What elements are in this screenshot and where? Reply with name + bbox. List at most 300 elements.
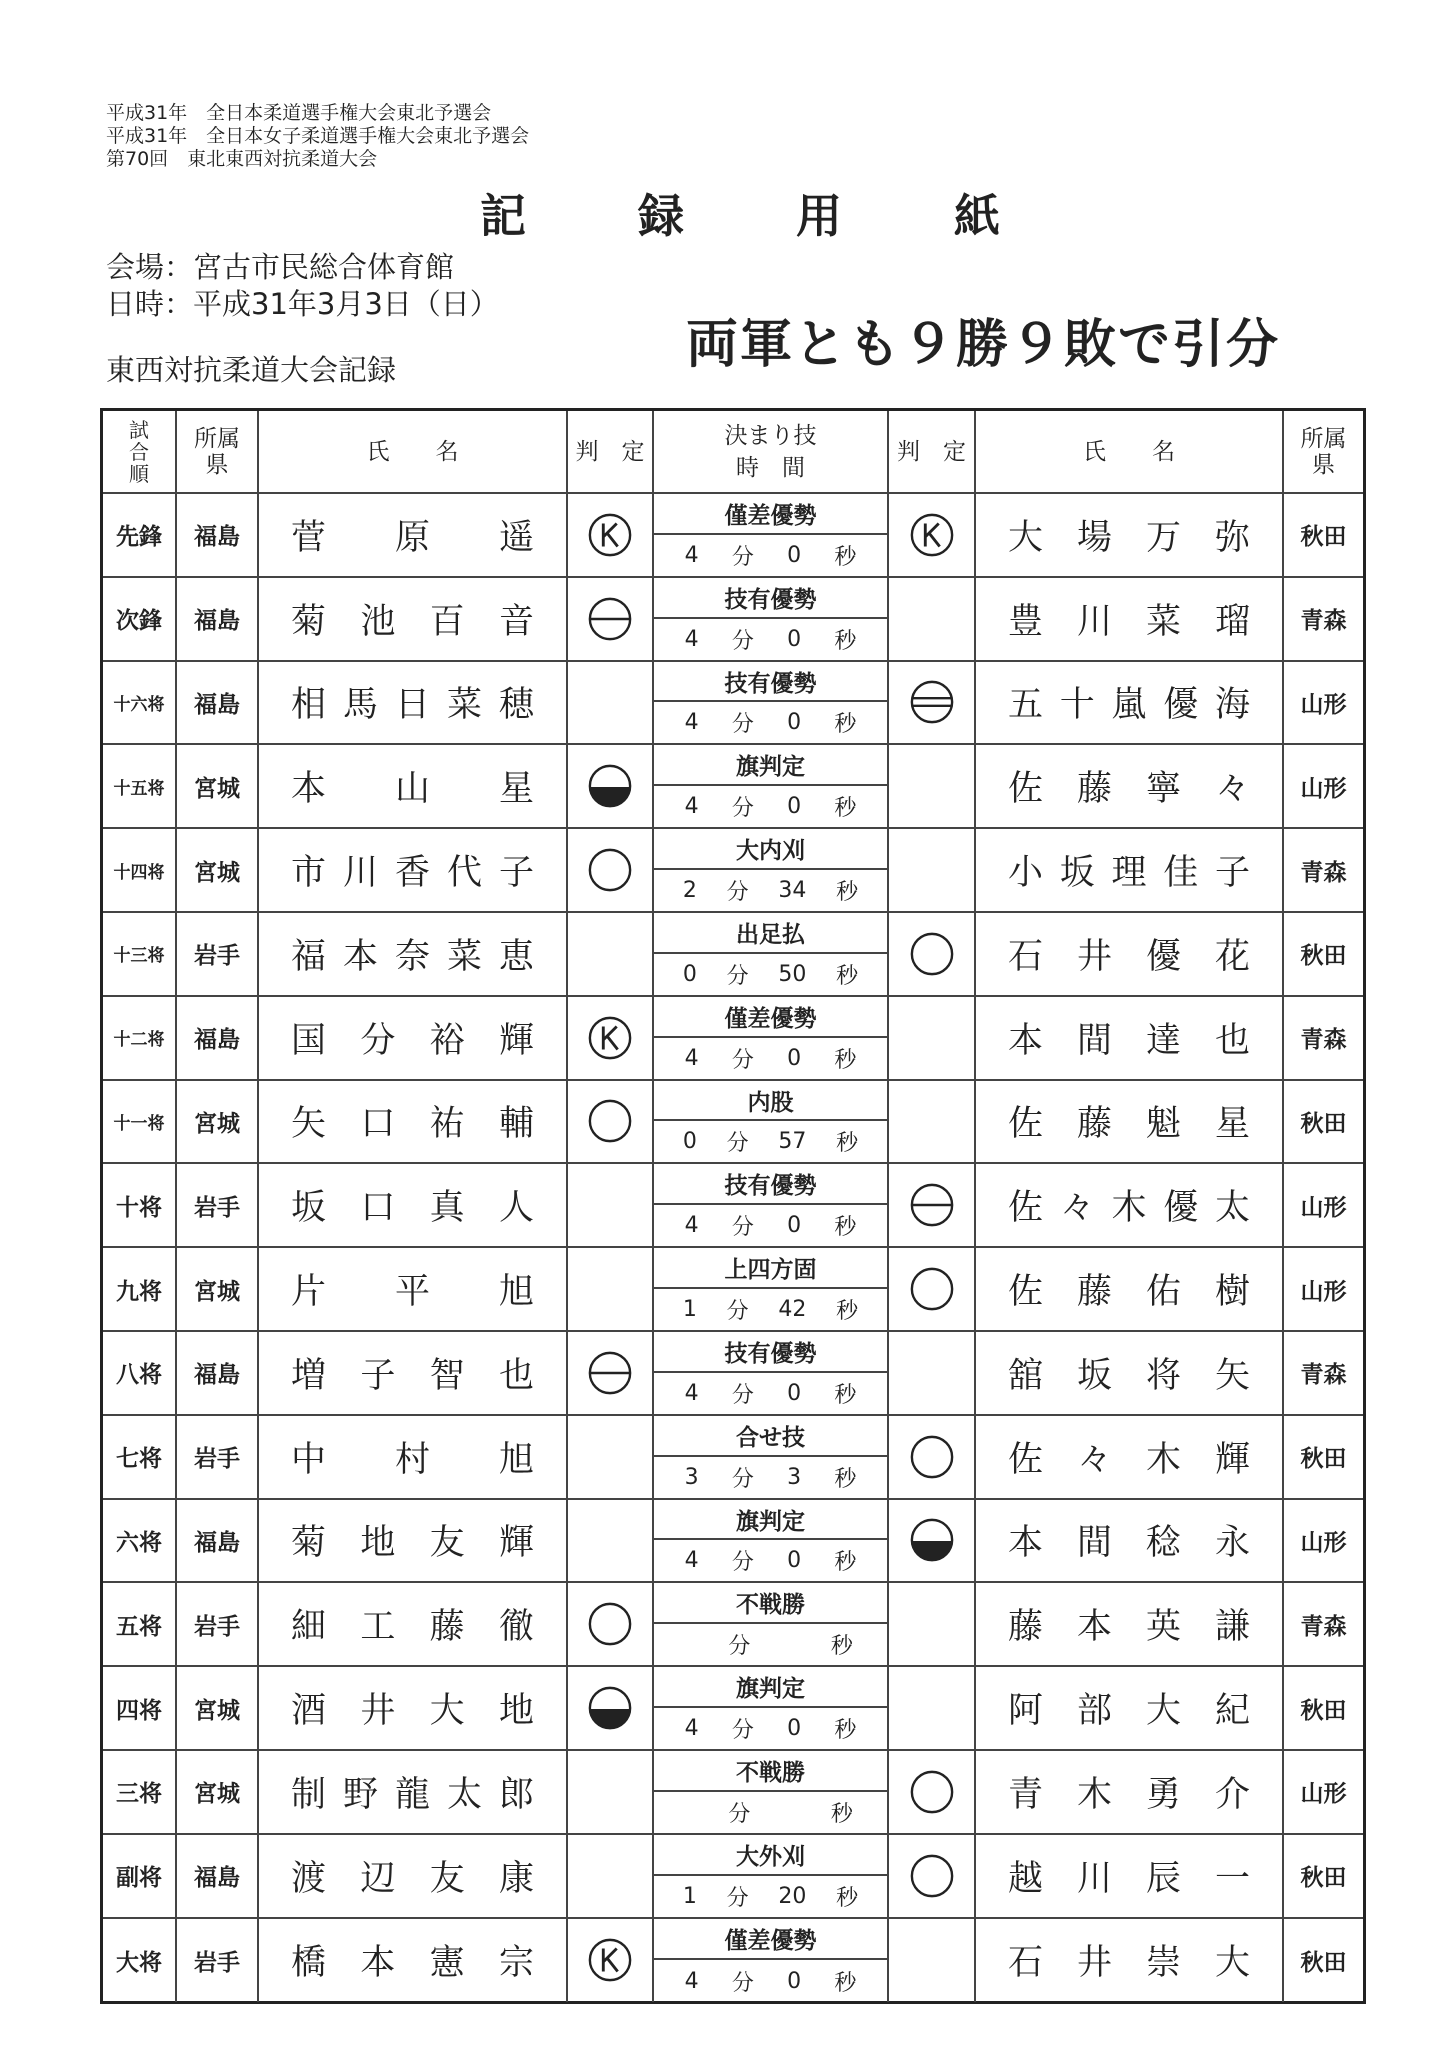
left-prefecture: 福島: [177, 1500, 259, 1582]
left-judgement: [568, 1332, 654, 1414]
name-char: 菊: [291, 601, 327, 642]
name-char: 弥: [1214, 517, 1250, 558]
name-char: 木: [1076, 1774, 1112, 1815]
technique: 合せ技: [654, 1416, 887, 1457]
name-char: 場: [1076, 517, 1112, 558]
seconds-unit: 秒: [834, 712, 857, 738]
name-char: 香: [394, 853, 430, 894]
minutes: 4: [684, 710, 699, 736]
name-char: 々: [1059, 1188, 1095, 1229]
right-prefecture: 山形: [1300, 1278, 1347, 1305]
header-tech-time: [654, 411, 889, 492]
name-char: 大: [1008, 517, 1044, 558]
seconds: 42: [778, 1297, 807, 1323]
name-char: 原: [394, 517, 430, 558]
left-prefecture: 福島: [177, 1332, 259, 1414]
name-char: 平: [394, 1272, 430, 1313]
left-judgement: [568, 997, 654, 1079]
name-char: 海: [1214, 685, 1250, 726]
name-char: 菅: [291, 517, 327, 558]
name-char: 藤: [1008, 1607, 1044, 1648]
seconds-unit: 秒: [834, 1047, 857, 1073]
name-char: 輝: [498, 1020, 534, 1061]
seconds: 0: [787, 794, 802, 820]
left-judgement: [568, 1835, 654, 1917]
minutes: 4: [684, 1716, 699, 1742]
title-char: 録: [638, 189, 684, 243]
name-char: 本: [291, 769, 327, 810]
right-prefecture: 青森: [1300, 1362, 1347, 1389]
minutes-unit: 分: [726, 963, 749, 989]
technique: 技有優勢: [654, 1164, 887, 1205]
seconds-unit: 秒: [834, 628, 857, 654]
name-char: 也: [498, 1355, 534, 1396]
header-name-right: 氏 名: [976, 411, 1284, 492]
left-prefecture: 福島: [177, 578, 259, 660]
win-circle-icon: [909, 1266, 955, 1312]
left-prefecture: 福島: [177, 997, 259, 1079]
seconds-unit: 秒: [834, 1550, 857, 1576]
minutes: 4: [684, 1968, 699, 1994]
name-char: 辰: [1145, 1858, 1181, 1899]
minutes: 4: [684, 1045, 699, 1071]
name-char: 紀: [1214, 1691, 1250, 1732]
name-char: 佐: [1008, 1439, 1044, 1480]
right-judgement: [889, 829, 976, 911]
name-char: 口: [360, 1188, 396, 1229]
technique: 不戦勝: [654, 1751, 887, 1792]
name-char: 祐: [429, 1104, 465, 1145]
event-line-3: 第70回 東北東西対抗柔道大会: [106, 148, 378, 170]
name-char: 舘: [1008, 1355, 1044, 1396]
technique: 内股: [654, 1081, 887, 1122]
seconds-unit: 秒: [834, 796, 857, 822]
name-char: 間: [1076, 1523, 1112, 1564]
technique-time: [654, 913, 889, 995]
seconds-unit: 秒: [834, 1466, 857, 1492]
seconds-unit: 秒: [830, 1634, 853, 1660]
name-char: 万: [1145, 517, 1181, 558]
name-char: 坂: [1076, 1355, 1112, 1396]
bout-row: [103, 662, 1363, 746]
minutes: 4: [684, 1380, 699, 1406]
right-judgement: [889, 1081, 976, 1163]
bout-order: 十四将: [103, 829, 177, 911]
bout-row: [103, 829, 1363, 913]
name-char: 井: [360, 1691, 396, 1732]
circled-k-icon: [587, 1015, 633, 1061]
technique-time: [654, 745, 889, 827]
technique-time: [654, 494, 889, 576]
win-circle-icon: [909, 931, 955, 977]
seconds: 0: [787, 626, 802, 652]
technique: 上四方固: [654, 1248, 887, 1289]
bout-time: [654, 954, 887, 995]
name-char: 智: [429, 1355, 465, 1396]
technique-time: [654, 1416, 889, 1498]
technique: 出足払: [654, 913, 887, 954]
technique-time: [654, 1835, 889, 1917]
technique-time: [654, 1667, 889, 1749]
name-char: 介: [1214, 1774, 1250, 1815]
right-judgement: [889, 1583, 976, 1665]
minutes-unit: 分: [731, 544, 754, 570]
header-pref-left: 所属県: [177, 411, 259, 492]
name-char: 本: [342, 936, 378, 977]
bout-time: [654, 1121, 887, 1162]
minutes: 1: [682, 1297, 697, 1323]
name-char: 酒: [291, 1691, 327, 1732]
name-char: 音: [498, 601, 534, 642]
name-char: 青: [1008, 1774, 1044, 1815]
name-char: 制: [291, 1774, 327, 1815]
right-player-name: [976, 1332, 1284, 1414]
header-tech: 決まり技: [724, 422, 817, 449]
bout-order: 六将: [103, 1500, 177, 1582]
seconds-unit: 秒: [836, 880, 859, 906]
right-judgement: [889, 494, 976, 576]
seconds-unit: 秒: [836, 1131, 859, 1157]
technique-time: [654, 1164, 889, 1246]
name-char: 菜: [446, 685, 482, 726]
left-player-name: [259, 1919, 568, 2003]
right-prefecture: 山形: [1300, 691, 1347, 718]
right-prefecture: 秋田: [1300, 524, 1347, 551]
name-char: 橋: [291, 1943, 327, 1984]
left-prefecture: 岩手: [177, 1583, 259, 1665]
left-judgement: [568, 1081, 654, 1163]
left-prefecture: 福島: [177, 1835, 259, 1917]
right-judgement: [889, 1500, 976, 1582]
half-filled-circle-icon: [909, 1517, 955, 1563]
seconds-unit: 秒: [834, 1970, 857, 1996]
name-char: 分: [360, 1020, 396, 1061]
bout-time: [654, 702, 887, 743]
name-char: 増: [291, 1355, 327, 1396]
bout-order: 十二将: [103, 997, 177, 1079]
name-char: 本: [1008, 1523, 1044, 1564]
name-char: 代: [446, 853, 482, 894]
name-char: 大: [1145, 1691, 1181, 1732]
left-judgement: [568, 662, 654, 744]
right-player-name: [976, 1081, 1284, 1163]
left-prefecture: 宮城: [177, 1667, 259, 1749]
technique-time: [654, 662, 889, 744]
name-char: 理: [1111, 853, 1147, 894]
right-prefecture: 秋田: [1300, 943, 1347, 970]
left-prefecture: 宮城: [177, 829, 259, 911]
left-player-name: [259, 1081, 568, 1163]
name-char: 太: [1214, 1188, 1250, 1229]
half-filled-circle-icon: [587, 1685, 633, 1731]
right-judgement: [889, 1416, 976, 1498]
name-char: 間: [1076, 1020, 1112, 1061]
name-char: 工: [360, 1607, 396, 1648]
bout-order: 副将: [103, 1835, 177, 1917]
name-char: 矢: [1214, 1355, 1250, 1396]
name-char: 坂: [291, 1188, 327, 1229]
name-char: 川: [342, 853, 378, 894]
left-prefecture: 岩手: [177, 913, 259, 995]
name-char: 大: [429, 1691, 465, 1732]
bout-order: 大将: [103, 1919, 177, 2003]
name-char: 輝: [1214, 1439, 1250, 1480]
bout-row: [103, 1667, 1363, 1751]
name-char: 太: [446, 1774, 482, 1815]
name-char: 池: [360, 601, 396, 642]
right-prefecture: 山形: [1300, 1529, 1347, 1556]
name-char: 佳: [1163, 853, 1199, 894]
name-char: 龍: [394, 1774, 430, 1815]
header-pref-right: 所属県: [1300, 425, 1347, 478]
left-judgement: [568, 494, 654, 576]
title-char: 記: [480, 189, 526, 243]
minutes-unit: 分: [731, 1382, 754, 1408]
seconds: 0: [787, 710, 802, 736]
bout-order: 七将: [103, 1416, 177, 1498]
right-judgement: [889, 1751, 976, 1833]
bout-order: 八将: [103, 1332, 177, 1414]
left-player-name: [259, 913, 568, 995]
minutes-unit: 分: [726, 1131, 749, 1157]
bout-row: [103, 1919, 1363, 2003]
seconds-unit: 秒: [834, 1215, 857, 1241]
header-order: 試合順: [103, 411, 177, 492]
right-judgement: [889, 1667, 976, 1749]
name-char: 市: [291, 853, 327, 894]
right-judgement: [889, 1332, 976, 1414]
technique: 大外刈: [654, 1835, 887, 1876]
left-player-name: [259, 829, 568, 911]
bout-order: 十将: [103, 1164, 177, 1246]
right-player-name: [976, 997, 1284, 1079]
seconds: 0: [787, 1045, 802, 1071]
name-char: 達: [1145, 1020, 1181, 1061]
minutes: 4: [684, 1213, 699, 1239]
name-char: 渡: [291, 1858, 327, 1899]
name-char: 佑: [1145, 1272, 1181, 1313]
minutes-unit: 分: [726, 1299, 749, 1325]
seconds: 3: [787, 1464, 802, 1490]
minutes: 0: [682, 1129, 697, 1155]
seconds-unit: 秒: [836, 1299, 859, 1325]
technique-time: [654, 997, 889, 1079]
right-prefecture: 青森: [1300, 1613, 1347, 1640]
seconds-unit: 秒: [834, 544, 857, 570]
technique: 僅差優勢: [654, 997, 887, 1038]
left-player-name: [259, 662, 568, 744]
header-name-left: 氏 名: [259, 411, 568, 492]
name-char: 阿: [1008, 1691, 1044, 1732]
technique-time: [654, 1583, 889, 1665]
name-char: 藤: [1076, 769, 1112, 810]
minutes-unit: 分: [726, 1885, 749, 1911]
minutes-unit: 分: [731, 1970, 754, 1996]
left-player-name: [259, 1248, 568, 1330]
minutes-unit: 分: [731, 712, 754, 738]
name-char: 川: [1076, 601, 1112, 642]
seconds: 0: [787, 1968, 802, 1994]
win-circle-icon: [909, 1853, 955, 1899]
bout-row: [103, 578, 1363, 662]
circle-double-line-icon: [909, 679, 955, 725]
name-char: 部: [1076, 1691, 1112, 1732]
bout-order: 九将: [103, 1248, 177, 1330]
bout-row: [103, 1416, 1363, 1500]
name-char: 友: [429, 1858, 465, 1899]
bout-time: [654, 1540, 887, 1581]
name-char: 也: [1214, 1020, 1250, 1061]
right-judgement: [889, 997, 976, 1079]
bout-order: 先鋒: [103, 494, 177, 576]
right-prefecture: 山形: [1300, 775, 1347, 802]
name-char: 国: [291, 1020, 327, 1061]
minutes: 2: [682, 878, 697, 904]
win-circle-icon: [587, 847, 633, 893]
seconds: 0: [787, 1548, 802, 1574]
right-player-name: [976, 1500, 1284, 1582]
minutes-unit: 分: [731, 1047, 754, 1073]
name-char: 佐: [1008, 1104, 1044, 1145]
bout-time: [654, 1038, 887, 1079]
bout-row: [103, 1081, 1363, 1165]
name-char: 豊: [1008, 601, 1044, 642]
left-judgement: [568, 1416, 654, 1498]
seconds: 50: [778, 961, 807, 987]
name-char: 地: [498, 1691, 534, 1732]
bout-time: [654, 1708, 887, 1749]
name-char: 菜: [446, 936, 482, 977]
technique-time: [654, 1500, 889, 1582]
left-player-name: [259, 1667, 568, 1749]
left-judgement: [568, 578, 654, 660]
name-char: 優: [1163, 1188, 1199, 1229]
name-char: 子: [1214, 853, 1250, 894]
seconds-unit: 秒: [834, 1382, 857, 1408]
right-prefecture: 山形: [1300, 1781, 1347, 1808]
name-char: 藤: [429, 1607, 465, 1648]
bout-time: [654, 870, 887, 911]
bout-row: [103, 745, 1363, 829]
seconds: 0: [787, 1716, 802, 1742]
name-char: 中: [291, 1439, 327, 1480]
left-prefecture: 岩手: [177, 1416, 259, 1498]
circle-line-icon: [587, 1350, 633, 1396]
left-judgement: [568, 1751, 654, 1833]
name-char: 恵: [498, 936, 534, 977]
left-prefecture: 宮城: [177, 1751, 259, 1833]
right-player-name: [976, 494, 1284, 576]
bout-time: [654, 1289, 887, 1330]
seconds: 0: [787, 1213, 802, 1239]
left-player-name: [259, 1332, 568, 1414]
left-player-name: [259, 1416, 568, 1498]
circle-line-icon: [587, 596, 633, 642]
name-char: 々: [1214, 769, 1250, 810]
name-char: 穂: [498, 685, 534, 726]
name-char: 十: [1059, 685, 1095, 726]
seconds: 0: [787, 542, 802, 568]
circled-k-icon: [587, 512, 633, 558]
right-player-name: [976, 578, 1284, 660]
circle-line-icon: [909, 1182, 955, 1228]
name-char: 花: [1214, 936, 1250, 977]
bout-order: 五将: [103, 1583, 177, 1665]
technique: 技有優勢: [654, 662, 887, 703]
minutes-unit: 分: [731, 796, 754, 822]
left-judgement: [568, 913, 654, 995]
left-prefecture: 福島: [177, 494, 259, 576]
right-prefecture: 秋田: [1300, 1110, 1347, 1137]
minutes: 0: [682, 961, 697, 987]
left-prefecture: 宮城: [177, 1081, 259, 1163]
name-char: 日: [394, 685, 430, 726]
technique-time: [654, 1919, 889, 2003]
name-char: 奈: [394, 936, 430, 977]
bout-order: 四将: [103, 1667, 177, 1749]
left-prefecture: 福島: [177, 662, 259, 744]
name-char: 人: [498, 1188, 534, 1229]
seconds: 34: [778, 878, 807, 904]
bout-row: [103, 1248, 1363, 1332]
header-time: 時 間: [736, 454, 805, 481]
minutes: 1: [682, 1883, 697, 1909]
right-judgement: [889, 1248, 976, 1330]
right-prefecture: 青森: [1300, 608, 1347, 635]
right-judgement: [889, 1919, 976, 2003]
right-prefecture: 秋田: [1300, 1865, 1347, 1892]
left-player-name: [259, 1583, 568, 1665]
win-circle-icon: [909, 1769, 955, 1815]
name-char: 崇: [1145, 1943, 1181, 1984]
left-judgement: [568, 1164, 654, 1246]
name-char: 石: [1008, 936, 1044, 977]
bout-time: [654, 1373, 887, 1414]
right-player-name: [976, 829, 1284, 911]
bout-row: [103, 1751, 1363, 1835]
minutes: 4: [684, 1548, 699, 1574]
name-char: 福: [291, 936, 327, 977]
name-char: 坂: [1059, 853, 1095, 894]
left-player-name: [259, 1835, 568, 1917]
name-char: 小: [1008, 853, 1044, 894]
left-judgement: [568, 1583, 654, 1665]
minutes-unit: 分: [731, 1466, 754, 1492]
name-char: 康: [498, 1858, 534, 1899]
bout-row: [103, 1164, 1363, 1248]
right-player-name: [976, 1919, 1284, 2003]
right-player-name: [976, 1164, 1284, 1246]
bout-time: [654, 535, 887, 576]
bout-time: [654, 1960, 887, 2002]
technique: 旗判定: [654, 1500, 887, 1541]
left-player-name: [259, 1164, 568, 1246]
bout-time: [654, 1792, 887, 1833]
event-line-1: 平成31年 全日本柔道選手権大会東北予選会: [106, 102, 492, 124]
name-char: 川: [1076, 1858, 1112, 1899]
left-player-name: [259, 997, 568, 1079]
right-prefecture: 山形: [1300, 1194, 1347, 1221]
title-char: 用: [796, 189, 842, 243]
minutes-unit: 分: [731, 1718, 754, 1744]
name-char: 宗: [498, 1943, 534, 1984]
bout-row: [103, 494, 1363, 578]
bout-time: [654, 1205, 887, 1246]
name-char: 永: [1214, 1523, 1250, 1564]
minutes-unit: 分: [728, 1801, 751, 1827]
left-player-name: [259, 1500, 568, 1582]
name-char: 英: [1145, 1607, 1181, 1648]
